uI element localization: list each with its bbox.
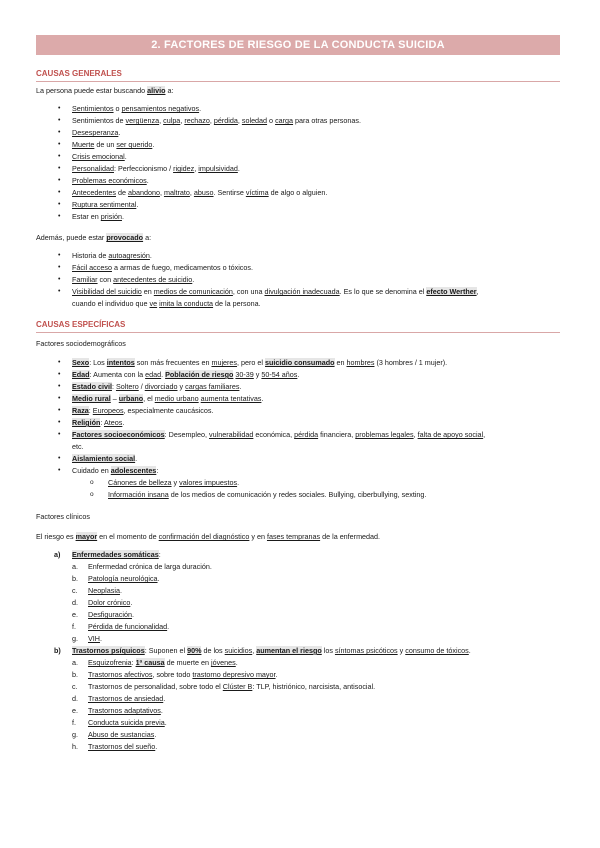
list-item: e. Desfiguración. [72, 610, 134, 619]
list-causas-alivio [36, 103, 560, 223]
list-item: • Raza: Europeos, especialmente caucásicos. [36, 405, 560, 417]
list-item: b) Trastornos psíquicos: Suponen el 90% de los suicidios, aumentan el riesgo los síntomas psicóticos y consumo de tóxicos. a. Esquizofrenia: 1ª causa de muerte en jóvenes. b. Trastornos afectivos, sobre todo trastorno depresivo mayor. c. Trastornos de personalidad, sobre todo el Clúster B: TLP, histriónico, narcisista, antisocial. d. Trastornos de ansiedad. e. Trastornos adaptativos. f. Conducta suicida previa. g. Abuso de sustancias. h. Trastornos del sueño. [36, 645, 560, 753]
list-item: c. Neoplasia. [72, 586, 122, 595]
intro-clinicos: El riesgo es mayor en el momento de confirmación del diagnóstico y en fases tempranas de la enfermedad. [36, 532, 381, 541]
list-item: o Cánones de belleza y valores impuestos. [72, 477, 560, 489]
list-item: b. Trastornos afectivos, sobre todo trastorno depresivo mayor. [72, 670, 278, 679]
list-item: • Medio rural – urbano, el medio urbano aumenta tentativas. [36, 393, 560, 405]
list-item: • Estado civil: Soltero / divorciado y cargas familiares. [36, 381, 560, 393]
list-item: d. Trastornos de ansiedad. [72, 694, 166, 703]
list-item: • Sentimientos o pensamientos negativos. [36, 103, 560, 115]
list-item: • Crisis emocional. [36, 151, 560, 163]
intro-provocado: Además, puede estar provocado a: [36, 233, 152, 242]
list-item: • Cuidado en adolescentes: o Cánones de belleza y valores impuestos. o Información insana de los medios de comunicación y redes sociales. Bullying, ciberbullying, sexting. [36, 465, 560, 501]
intro-alivio: La persona puede estar buscando alivio a: [36, 86, 174, 95]
list-item: d. Dolor crónico. [72, 598, 133, 607]
list-sociodemograficos [36, 357, 560, 501]
list-item: • Estar en prisión. [36, 211, 560, 223]
sublist-psiquicos [36, 657, 560, 753]
list-item: • Antecedentes de abandono, maltrato, abuso. Sentirse víctima de algo o alguien. [36, 187, 560, 199]
list-item: g. Abuso de sustancias. [72, 730, 157, 739]
subheading-clinicos: Factores clínicos [36, 512, 90, 521]
list-item: • Religión: Ateos. [36, 417, 560, 429]
list-item: • Historia de autoagresión. [36, 250, 560, 262]
list-item: • Sentimientos de vergüenza, culpa, rechazo, pérdida, soledad o carga para otras personas. [36, 115, 560, 127]
list-item: c. Trastornos de personalidad, sobre todo el Clúster B: TLP, histriónico, narcisista, antisocial. [72, 682, 376, 691]
list-item: • Desesperanza. [36, 127, 560, 139]
list-item: • Edad: Aumenta con la edad. Población de riesgo 30-39 y 50-54 años. [36, 369, 560, 381]
list-item: f. Pérdida de funcionalidad. [72, 622, 170, 631]
list-causas-provocado [36, 250, 560, 310]
list-item: • Visibilidad del suicidio en medios de comunicación, con una divulgación inadecuada. Es lo que se denomina el efecto Werther, cuando el individuo que ve imita la conducta de la persona. [36, 286, 560, 310]
list-item: o Información insana de los medios de comunicación y redes sociales. Bullying, ciberbullying, sexting. [72, 489, 560, 501]
sublist-somaticas [36, 561, 560, 645]
subheading-sociodemograficos: Factores sociodemográficos [36, 339, 126, 348]
list-item: a. Enfermedad crónica de larga duración. [72, 562, 212, 571]
list-item: g. VIH. [72, 634, 102, 643]
heading-causas-generales: CAUSAS GENERALES [36, 69, 560, 82]
list-item: b. Patología neurológica. [72, 574, 160, 583]
list-item: • Fácil acceso a armas de fuego, medicamentos o tóxicos. [36, 262, 560, 274]
list-item: a. Esquizofrenia: 1ª causa de muerte en jóvenes. [72, 658, 238, 667]
list-item: • Ruptura sentimental. [36, 199, 560, 211]
list-item: • Sexo: Los intentos son más frecuentes en mujeres, pero el suicidio consumado en hombres (3 hombres / 1 mujer). [36, 357, 560, 369]
section-title-bar: 2. FACTORES DE RIESGO DE LA CONDUCTA SUICIDA [36, 35, 560, 55]
list-item: • Problemas económicos. [36, 175, 560, 187]
list-factores-clinicos [36, 549, 560, 753]
list-item: • Personalidad: Perfeccionismo / rigidez, impulsividad. [36, 163, 560, 175]
list-item: • Familiar con antecedentes de suicidio. [36, 274, 560, 286]
list-item: a) Enfermedades somáticas: a. Enfermedad crónica de larga duración. b. Patología neurológica. c. Neoplasia. d. Dolor crónico. e. Desfiguración. f. Pérdida de funcionalidad. g. VIH. [36, 549, 560, 645]
list-item: e. Trastornos adaptativos. [72, 706, 163, 715]
list-item: f. Conducta suicida previa. [72, 718, 167, 727]
list-item: • Aislamiento social. [36, 453, 560, 465]
list-item: • Factores socioeconómicos: Desempleo, vulnerabilidad económica, pérdida financiera, problemas legales, falta de apoyo social, etc. [36, 429, 560, 453]
list-item: h. Trastornos del sueño. [72, 742, 158, 751]
list-item: • Muerte de un ser querido. [36, 139, 560, 151]
heading-causas-especificas: CAUSAS ESPECÍFICAS [36, 320, 560, 333]
sublist-adolescentes [72, 477, 560, 501]
